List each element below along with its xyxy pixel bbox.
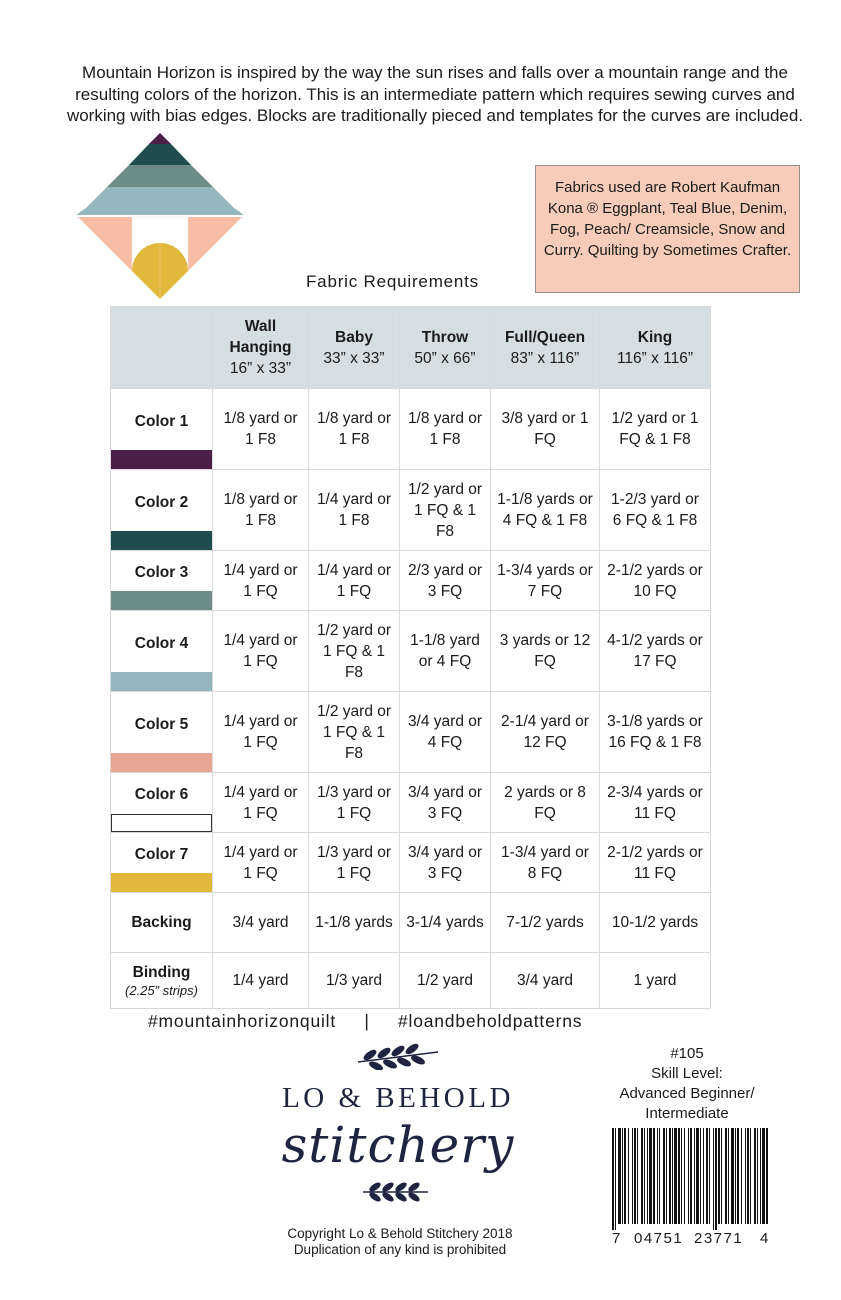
barcode-digit-left: 7 — [612, 1230, 622, 1247]
barcode-bar — [624, 1128, 626, 1224]
barcode-bar — [721, 1128, 722, 1224]
barcode-bar — [731, 1128, 734, 1224]
barcode-bar — [725, 1128, 727, 1224]
barcode-bar — [757, 1128, 758, 1224]
table-cell: 7-1/2 yards — [491, 893, 600, 953]
barcode-bar — [715, 1128, 717, 1230]
table-row — [111, 692, 711, 773]
barcode-bar — [694, 1128, 695, 1224]
barcode-bar — [728, 1128, 729, 1224]
table-corner-cell — [111, 307, 213, 389]
barcode-bar — [634, 1128, 636, 1224]
barcode-bar — [612, 1128, 614, 1230]
table-cell: 2-1/2 yards or 11 FQ — [600, 833, 711, 893]
brand-name-script: stitchery — [281, 1116, 515, 1174]
table-cell: 1/4 yard or 1 FQ — [213, 551, 309, 611]
table-cell: 1 yard — [600, 953, 711, 1009]
barcode-bar — [653, 1128, 655, 1224]
color-swatch — [111, 531, 212, 550]
table-cell: 1/8 yard or 1 F8 — [400, 389, 491, 470]
barcode-bar — [663, 1128, 665, 1224]
barcode-bar — [632, 1128, 633, 1224]
table-cell: 1/2 yard — [400, 953, 491, 1009]
barcode-digits-group1: 04751 — [634, 1230, 684, 1247]
duplication-notice: Duplication of any kind is prohibited — [293, 1242, 507, 1257]
table-cell: 1/4 yard or 1 FQ — [213, 611, 309, 692]
table-cell: 1/2 yard or 1 FQ & 1 F8 — [309, 692, 400, 773]
color-swatch — [111, 450, 212, 469]
barcode-bar — [649, 1128, 652, 1224]
block-peach-right — [188, 217, 242, 271]
table-cell: 1-1/8 yards — [309, 893, 400, 953]
barcode-bar — [615, 1128, 616, 1230]
table-cell: 1/2 yard or 1 FQ & 1 F8 — [600, 389, 711, 470]
block-peach-left — [78, 217, 132, 271]
barcode — [612, 1128, 768, 1230]
table-cell: 3/4 yard or 4 FQ — [400, 692, 491, 773]
hashtags: #mountainhorizonquilt | #loandbeholdpatterns — [148, 1011, 583, 1031]
color-swatch — [111, 873, 212, 892]
table-cell: 1/4 yard or 1 F8 — [309, 470, 400, 551]
barcode-bar — [762, 1128, 765, 1224]
table-cell: 3 yards or 12 FQ — [491, 611, 600, 692]
column-header: Wall Hanging 16” x 33” — [213, 307, 309, 389]
table-cell: 2-3/4 yards or 11 FQ — [600, 773, 711, 833]
table-cell: 1/8 yard or 1 F8 — [213, 470, 309, 551]
table-cell: 1/3 yard — [309, 953, 400, 1009]
table-row — [111, 953, 711, 1009]
fabric-info-box: Fabrics used are Robert Kaufman Kona ® Eggplant, Teal Blue, Denim, Fog, Peach/ Creamsicle, Snow and Curry. Quilting by Sometimes Crafter. — [535, 165, 800, 293]
table-cell: 1/4 yard or 1 FQ — [309, 551, 400, 611]
barcode-bar — [669, 1128, 671, 1224]
table-cell: 1/2 yard or 1 FQ & 1 F8 — [309, 611, 400, 692]
barcode-bar — [745, 1128, 746, 1224]
table-cell: 1-1/8 yard or 4 FQ — [400, 611, 491, 692]
row-label: Color 4 — [111, 611, 213, 692]
copyright-notice — [270, 1226, 530, 1258]
color-swatch — [111, 672, 212, 691]
block-stripe-denim — [107, 165, 213, 187]
table-row — [111, 389, 711, 470]
barcode-bar — [718, 1128, 720, 1224]
barcode-bar — [659, 1128, 660, 1224]
barcode-bar — [674, 1128, 677, 1224]
table-cell: 3/4 yard — [213, 893, 309, 953]
table-cell: 2-1/4 yard or 12 FQ — [491, 692, 600, 773]
row-label: Color 7 — [111, 833, 213, 893]
table-header-row — [111, 307, 711, 389]
column-header: Baby 33” x 33” — [309, 307, 400, 389]
barcode-bar — [735, 1128, 736, 1224]
barcode-bar — [754, 1128, 756, 1224]
pattern-info — [607, 1044, 767, 1124]
table-cell: 2/3 yard or 3 FQ — [400, 551, 491, 611]
color-swatch — [111, 753, 212, 772]
row-label: Backing — [111, 893, 213, 953]
copyright-line: Copyright Lo & Behold Stitchery 2018 — [287, 1226, 513, 1241]
row-label: Binding (2.25” strips) — [111, 953, 213, 1009]
brand-logo — [248, 1040, 548, 1210]
barcode-bar — [618, 1128, 621, 1224]
column-header: Throw 50” x 66” — [400, 307, 491, 389]
table-cell: 1/2 yard or 1 FQ & 1 F8 — [400, 470, 491, 551]
barcode-bar — [737, 1128, 739, 1224]
table-cell: 1/4 yard or 1 FQ — [213, 833, 309, 893]
table-row — [111, 893, 711, 953]
barcode-bar — [703, 1128, 704, 1224]
table-cell: 1-2/3 yard or 6 FQ & 1 F8 — [600, 470, 711, 551]
brand-name-top: LO & BEHOLD — [282, 1082, 514, 1114]
table-cell: 3/4 yard — [491, 953, 600, 1009]
row-label: Color 3 — [111, 551, 213, 611]
barcode-bar — [622, 1128, 623, 1224]
barcode-bar — [681, 1128, 682, 1224]
leaf-sprig-icon — [248, 1180, 548, 1204]
table-cell: 2 yards or 8 FQ — [491, 773, 600, 833]
table-cell: 3/4 yard or 3 FQ — [400, 773, 491, 833]
barcode-bar — [741, 1128, 742, 1224]
barcode-bar — [647, 1128, 648, 1224]
block-stripe-eggplant — [149, 133, 171, 144]
barcode-bar — [684, 1128, 685, 1224]
block-stripe-fog — [76, 187, 244, 215]
barcode-bar — [700, 1128, 701, 1224]
color-swatch — [111, 591, 212, 610]
table-cell: 1/4 yard — [213, 953, 309, 1009]
table-cell: 1/8 yard or 1 F8 — [309, 389, 400, 470]
block-stripe-teal — [129, 144, 191, 165]
column-header: Full/Queen 83” x 116” — [491, 307, 600, 389]
barcode-bar — [766, 1128, 768, 1224]
table-cell: 1-1/8 yards or 4 FQ & 1 F8 — [491, 470, 600, 551]
table-row — [111, 611, 711, 692]
color-swatch — [111, 814, 212, 832]
table-cell: 10-1/2 yards — [600, 893, 711, 953]
pattern-number: #105 — [670, 1045, 704, 1062]
column-header: King 116” x 116” — [600, 307, 711, 389]
barcode-bar — [690, 1128, 692, 1224]
skill-level-label: Skill Level: — [651, 1065, 723, 1082]
barcode-bar — [641, 1128, 643, 1224]
barcode-bar — [750, 1128, 751, 1224]
barcode-digits-group2: 23771 — [694, 1230, 744, 1247]
table-row — [111, 551, 711, 611]
fabric-requirements-table — [110, 306, 711, 1009]
table-cell: 1-3/4 yard or 8 FQ — [491, 833, 600, 893]
row-label: Color 6 — [111, 773, 213, 833]
table-cell: 1/3 yard or 1 FQ — [309, 773, 400, 833]
barcode-bar — [644, 1128, 645, 1224]
quilt-block-illustration — [76, 133, 244, 299]
table-row — [111, 773, 711, 833]
fabric-requirements-title: Fabric Requirements — [306, 272, 479, 291]
leaf-sprig-icon — [248, 1040, 548, 1070]
table-cell: 3-1/4 yards — [400, 893, 491, 953]
barcode-bar — [657, 1128, 658, 1224]
table-row — [111, 470, 711, 551]
table-cell: 3/8 yard or 1 FQ — [491, 389, 600, 470]
barcode-bar — [713, 1128, 714, 1230]
table-cell: 1/3 yard or 1 FQ — [309, 833, 400, 893]
barcode-bar — [696, 1128, 699, 1224]
table-cell: 2-1/2 yards or 10 FQ — [600, 551, 711, 611]
pattern-description: Mountain Horizon is inspired by the way the sun rises and falls over a mountain range and the resulting colors of the horizon. This is an intermediate pattern which requires sewing curves and working with bias edges. Blocks are traditionally pieced and templates for the curves are included. — [66, 63, 804, 125]
barcode-bar — [637, 1128, 638, 1224]
barcode-bar — [666, 1128, 667, 1224]
barcode-bar — [672, 1128, 673, 1224]
barcode-bar — [628, 1128, 629, 1224]
table-row — [111, 833, 711, 893]
table-cell: 1-3/4 yards or 7 FQ — [491, 551, 600, 611]
barcode-bar — [760, 1128, 761, 1224]
table-cell: 1/8 yard or 1 F8 — [213, 389, 309, 470]
table-cell: 1/4 yard or 1 FQ — [213, 692, 309, 773]
barcode-digit-right: 4 — [760, 1230, 770, 1247]
table-cell: 3-1/8 yards or 16 FQ & 1 F8 — [600, 692, 711, 773]
barcode-bar — [709, 1128, 710, 1224]
row-label: Color 5 — [111, 692, 213, 773]
table-cell: 4-1/2 yards or 17 FQ — [600, 611, 711, 692]
barcode-bar — [747, 1128, 749, 1224]
barcode-bar — [678, 1128, 680, 1224]
barcode-bar — [688, 1128, 689, 1224]
table-cell: 3/4 yard or 3 FQ — [400, 833, 491, 893]
row-label: Color 2 — [111, 470, 213, 551]
barcode-bar — [706, 1128, 708, 1224]
skill-level-value: Advanced Beginner/ Intermediate — [619, 1085, 755, 1122]
row-label: Color 1 — [111, 389, 213, 470]
table-cell: 1/4 yard or 1 FQ — [213, 773, 309, 833]
